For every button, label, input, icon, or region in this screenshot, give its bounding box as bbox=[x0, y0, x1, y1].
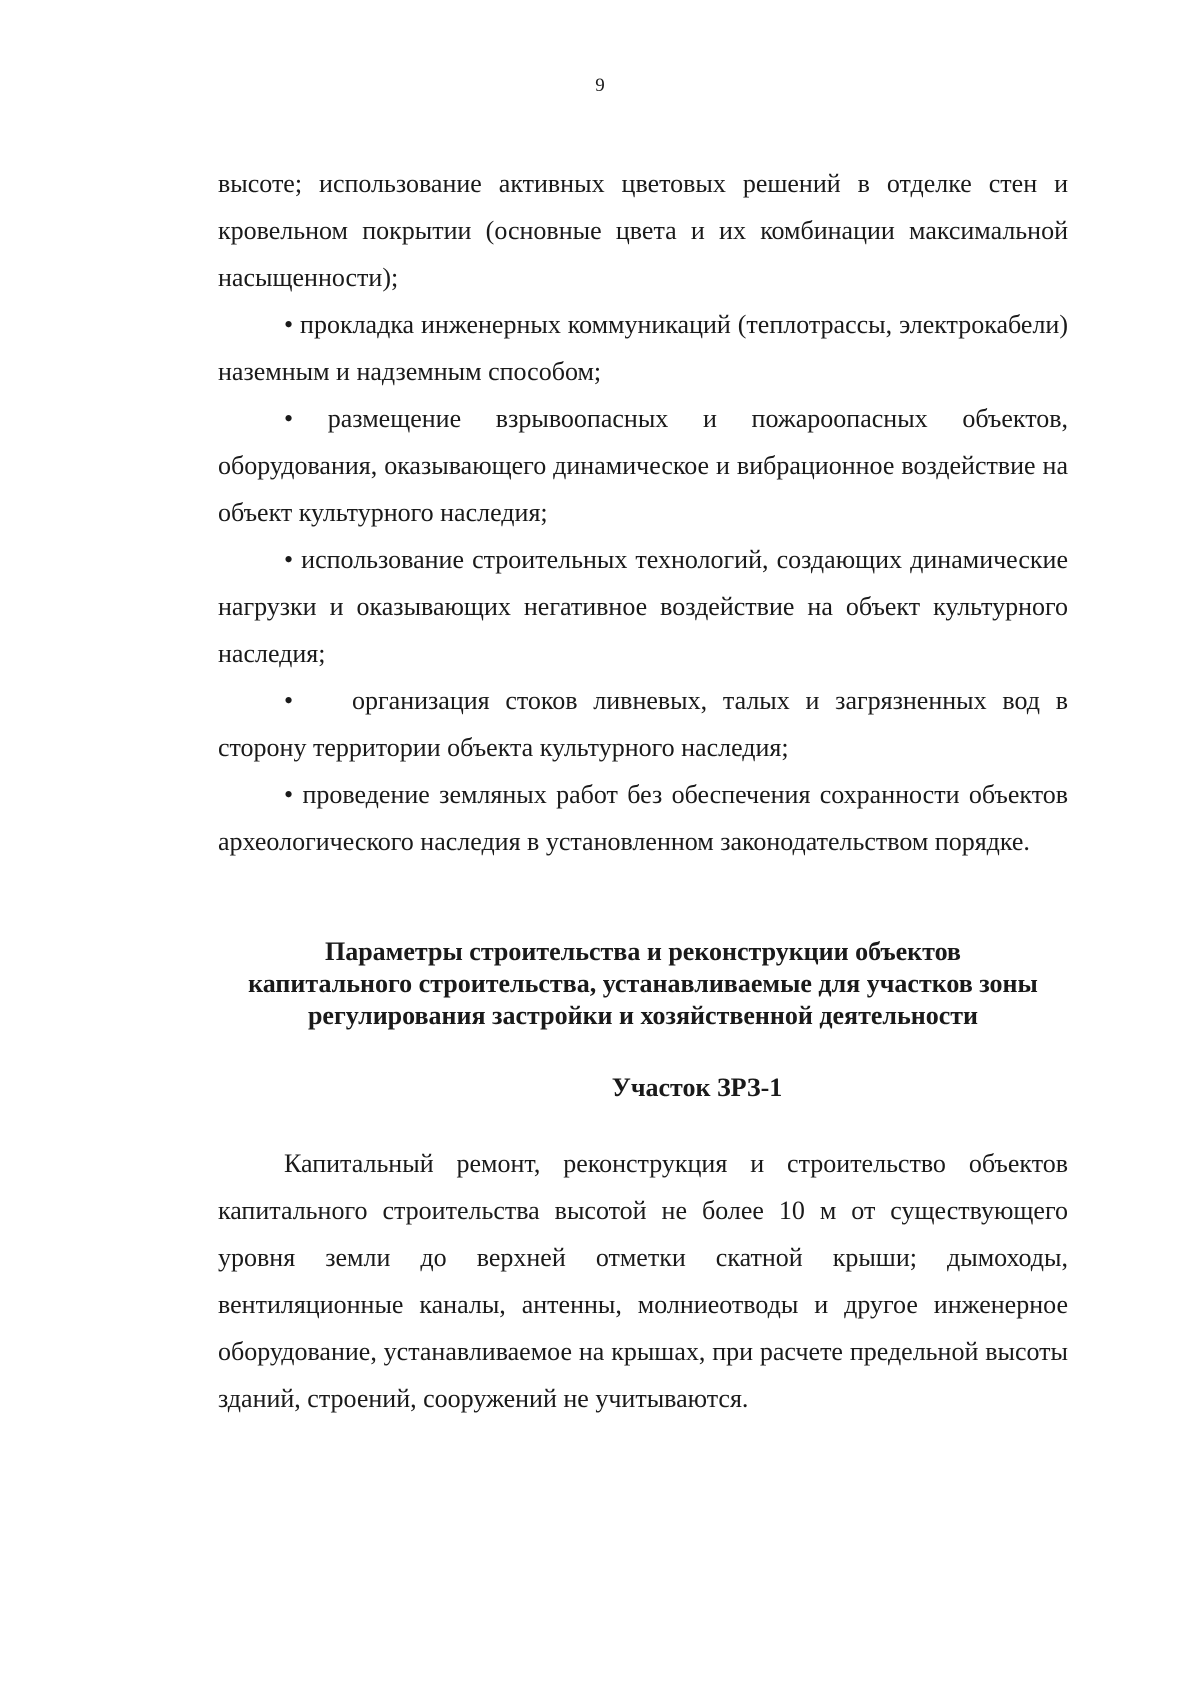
paragraph-continuation: высоте; использование активных цветовых решений в отделке стен и кровельном покрытии (основные цвета и их комбинации максимальной насыщенности); bbox=[218, 169, 1068, 292]
section-paragraph: Капитальный ремонт, реконструкция и строительство объектов капитального строительства высотой не более 10 м от существующего уровня земли до верхней отметки скатной крыши; дымоходы, вентиляционные каналы, антенны, молниеотводы и другое инженерное оборудование, устанавливаемое на крышах, при расчете предельной высоты зданий, строений, сооружений не учитываются. bbox=[218, 1149, 1068, 1413]
section-heading-line-1: Параметры строительства и реконструкции объектов bbox=[325, 937, 961, 966]
bullet-mark: • bbox=[284, 686, 294, 715]
section-heading-line-2: капитального строительства, устанавливаемые для участков зоны bbox=[248, 969, 1038, 998]
page-number: 9 bbox=[595, 75, 605, 96]
section-heading bbox=[218, 936, 1068, 1032]
list-item-hazardous-objects: • размещение взрывоопасных и пожароопасных объектов, оборудования, оказывающего динамическое и вибрационное воздействие на объект культурного наследия; bbox=[218, 404, 1068, 527]
list-item-construction-technologies: • использование строительных технологий, создающих динамические нагрузки и оказывающих негативное воздействие на объект культурного наследия; bbox=[218, 545, 1068, 668]
subsection-heading: Участок ЗРЗ-1 bbox=[611, 1073, 783, 1102]
document-body bbox=[218, 160, 1068, 865]
list-item-drainage-text: организация стоков ливневых, талых и загрязненных вод в сторону территории объекта культурного наследия; bbox=[218, 686, 1068, 762]
list-item-utilities: • прокладка инженерных коммуникаций (теплотрассы, электрокабели) наземным и надземным способом; bbox=[218, 310, 1068, 386]
list-item-earthworks: • проведение земляных работ без обеспечения сохранности объектов археологического наследия в установленном законодательством порядке. bbox=[218, 780, 1068, 856]
section-body bbox=[218, 1140, 1068, 1422]
list-item-drainage bbox=[218, 677, 1068, 771]
section-heading-line-3: регулирования застройки и хозяйственной деятельности bbox=[307, 1001, 979, 1030]
